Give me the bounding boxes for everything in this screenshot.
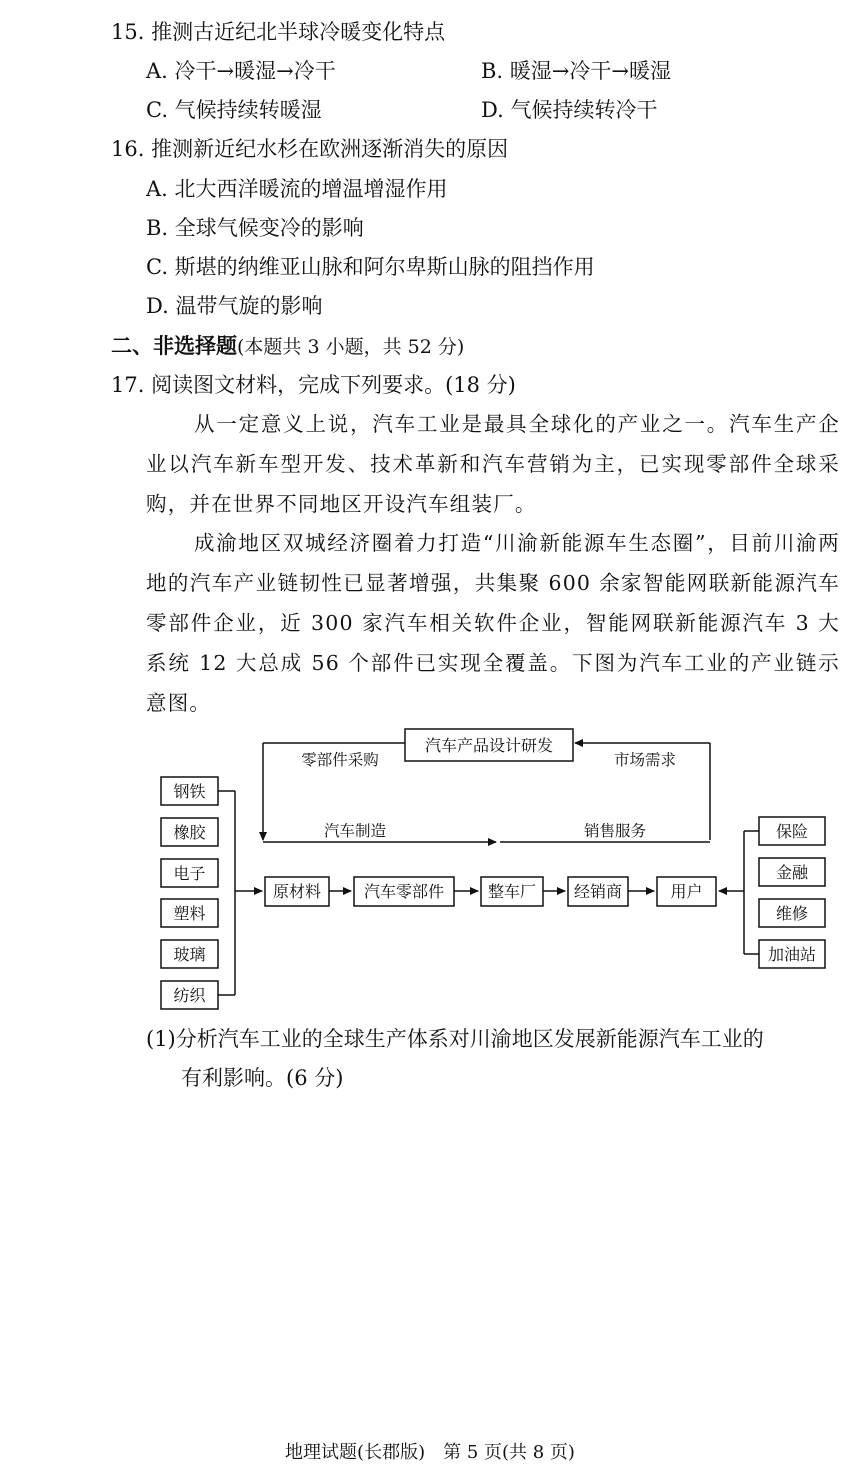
q17-stem: 17. 阅读图文材料，完成下列要求。(18 分) <box>111 373 516 397</box>
material-label: 纺织 <box>173 986 206 1005</box>
service-label: 加油站 <box>767 945 817 964</box>
material-label: 塑料 <box>173 904 206 923</box>
q16-stem: 16. 推测新近纪水杉在欧洲逐渐消失的原因 <box>111 137 509 161</box>
q17-sub1-line2: 有利影响。(6 分) <box>181 1066 344 1090</box>
material-label: 电子 <box>173 864 206 883</box>
q15-stem: 15. 推测古近纪北半球冷暖变化特点 <box>111 20 446 44</box>
service-label: 保险 <box>775 822 809 841</box>
q15-option-a: A. 冷干→暖湿→冷干 <box>146 59 336 83</box>
q16-option-c: C. 斯堪的纳维亚山脉和阿尔卑斯山脉的阻挡作用 <box>146 255 595 279</box>
label-sales-service: 销售服务 <box>583 822 647 840</box>
q15-option-b: B. 暖湿→冷干→暖湿 <box>481 59 671 83</box>
label-parts-purchase: 零部件采购 <box>301 751 379 769</box>
q16-option-b: B. 全球气候变冷的影响 <box>146 216 364 240</box>
q15-option-c: C. 气候持续转暖湿 <box>146 98 322 122</box>
q17-sub1-line1: (1)分析汽车工业的全球生产体系对川渝地区发展新能源汽车工业的 <box>146 1027 764 1051</box>
chain-label: 原材料 <box>272 882 322 901</box>
material-label: 橡胶 <box>173 823 206 842</box>
q17-paragraph-1: 从一定意义上说，汽车工业是最具全球化的产业之一。汽车生产企业以汽车新车型开发、技术革新和汽车营销为主，已实现零部件全球采购，并在世界不同地区开设汽车组装厂。 <box>146 412 840 516</box>
q17-paragraph-2: 成渝地区双城经济圈着力打造“川渝新能源车生态圈”，目前川渝两地的汽车产业链韧性已显著增强，共集聚 600 余家智能网联新能源汽车零部件企业，近 300 家汽车相关软件企业，智能网联新能源汽车 3 大系统 12 大总成 56 个部件已实现全覆盖。下图为汽车工业的产业链示意图。 <box>146 531 840 715</box>
chain-label: 用户 <box>670 882 703 901</box>
chain-label: 汽车零部件 <box>363 882 445 901</box>
q16-option-d: D. 温带气旋的影响 <box>146 294 323 318</box>
material-label: 玻璃 <box>173 945 206 964</box>
chain-label: 整车厂 <box>487 882 537 901</box>
service-label: 维修 <box>775 904 809 923</box>
q16-option-a: A. 北大西洋暖流的增温增湿作用 <box>146 177 448 201</box>
label-market-demand: 市场需求 <box>613 751 677 769</box>
q15-option-d: D. 气候持续转冷干 <box>481 98 658 122</box>
page-footer: 地理试题(长郡版) 第 5 页(共 8 页) <box>285 1442 575 1463</box>
label-car-manufacturing: 汽车制造 <box>323 822 387 840</box>
material-label: 钢铁 <box>173 782 206 801</box>
section2-note: (本题共 3 小题，共 52 分) <box>237 336 465 358</box>
rd-box-label: 汽车产品设计研发 <box>424 736 554 755</box>
section2-title: 二、非选择题 <box>111 333 237 358</box>
service-label: 金融 <box>775 863 809 882</box>
chain-label: 经销商 <box>573 882 623 901</box>
